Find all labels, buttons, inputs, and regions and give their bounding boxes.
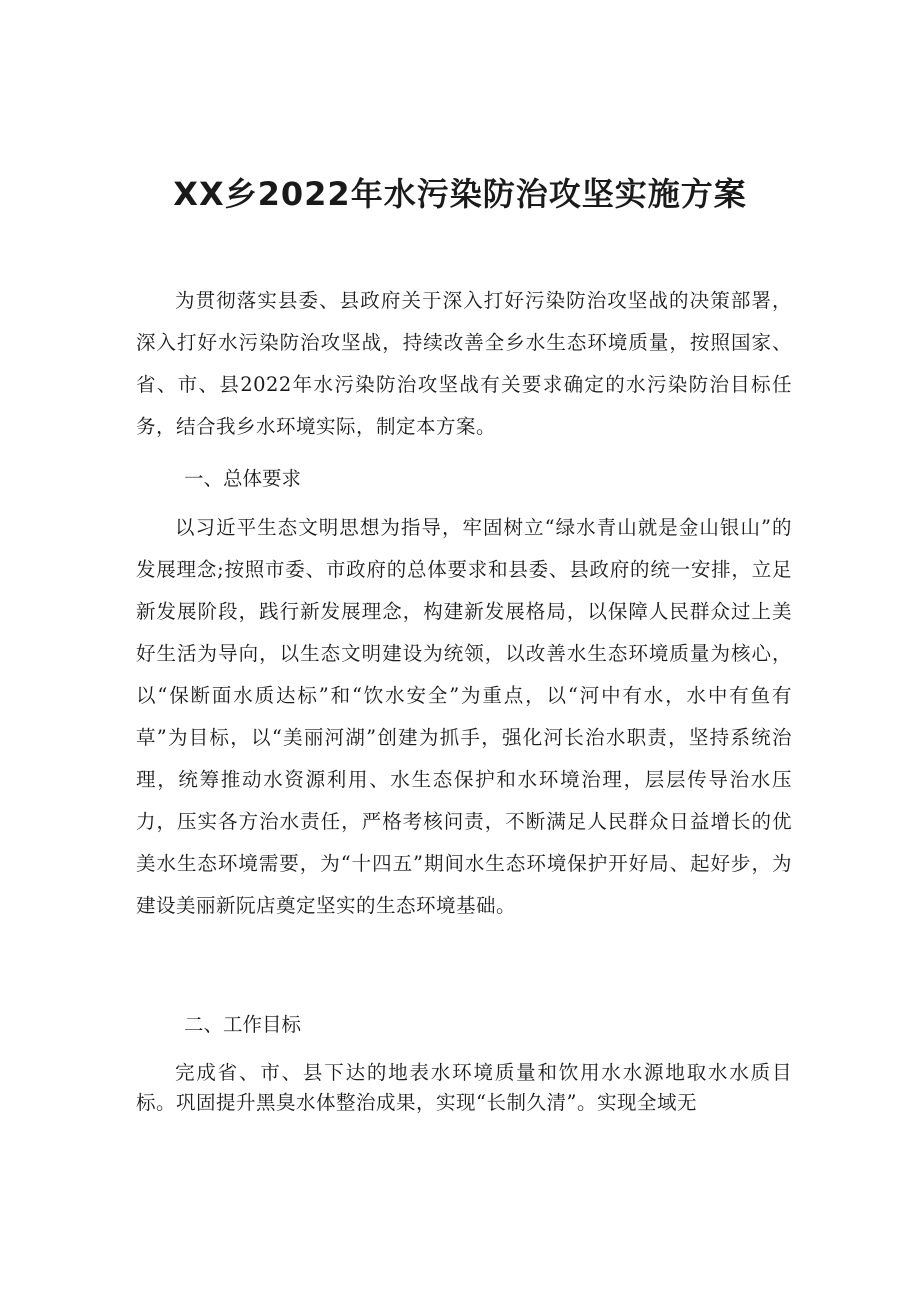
general-requirements-paragraph: 以习近平生态文明思想为指导，牢固树立“绿水青山就是金山银山”的发展理念;按照市委、市政府的总体要求和县委、县政府的统一安排，立足新发展阶段，践行新发展理念，构建新发展格局，以保障人民群众过上美好生活为导向，以生态文明建设为统领，以改善水生态环境质量为核心，以“保断面水质达标”和“饮水安全”为重点，以“河中有水，水中有鱼有草”为目标，以“美丽河湖”创建为抓手，强化河长治水职责，坚持系统治理，统筹推动水资源利用、水生态保护和水环境治理，层层传导治水压力，压实各方治水责任，严格考核问责，不断满足人民群众日益增长的优美水生态环境需要，为“十四五”期间水生态环境保护开好局、起好步，为建设美丽新阮店奠定坚实的生态环境基础。 xyxy=(136,516,792,917)
document-title: XX乡2022年水污染防治攻坚实施方案 xyxy=(173,175,747,213)
section-heading-general-requirements: 一、总体要求 xyxy=(184,467,302,490)
section-heading-work-goals: 二、工作目标 xyxy=(184,1013,302,1036)
work-goals-paragraph: 完成省、市、县下达的地表水环境质量和饮用水水源地取水水质目标。巩固提升黑臭水体整治成果，实现“长制久清”。实现全域无 xyxy=(136,1061,792,1114)
intro-paragraph: 为贯彻落实县委、县政府关于深入打好污染防治攻坚战的决策部署，深入打好水污染防治攻坚战，持续改善全乡水生态环境质量，按照国家、省、市、县2022年水污染防治攻坚战有关要求确定的水污染防治目标任务，结合我乡水环境实际，制定本方案。 xyxy=(136,289,792,438)
